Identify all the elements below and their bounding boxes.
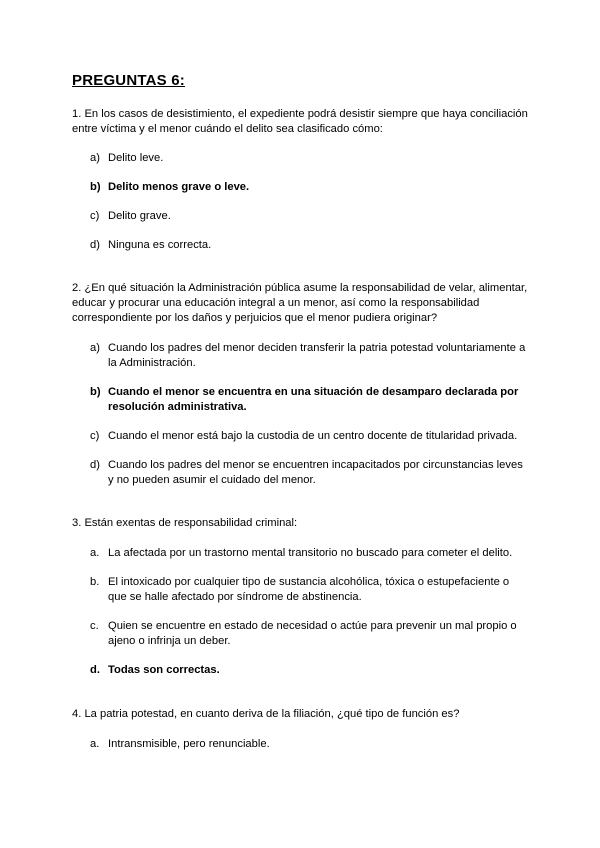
question-4-option-a: [90, 737, 530, 752]
option-letter: c): [90, 210, 100, 222]
question-3-option-c: [90, 619, 530, 649]
option-text: Ninguna es correcta.: [108, 239, 212, 251]
option-text: Cuando los padres del menor deciden transferir la patria potestad voluntariamente a la Administración.: [108, 342, 526, 369]
question-2-option-c: [90, 429, 530, 444]
question-2-option-d: [90, 458, 530, 488]
question-3-text: 3. Están exentas de responsabilidad criminal:: [72, 517, 298, 529]
question-1-option-b: [90, 180, 530, 195]
question-2-option-a: [90, 341, 530, 371]
option-text: Intransmisible, pero renunciable.: [108, 738, 270, 750]
option-letter: b.: [90, 576, 100, 588]
option-text: Todas son correctas.: [108, 664, 220, 676]
option-text: Delito grave.: [108, 210, 171, 222]
option-text: Cuando el menor se encuentra en una situación de desamparo declarada por resolución administrativa.: [108, 386, 519, 413]
question-3-option-a: [90, 546, 530, 561]
option-text: Cuando el menor está bajo la custodia de un centro docente de titularidad privada.: [108, 430, 518, 442]
option-letter: a): [90, 342, 100, 354]
option-text: Delito menos grave o leve.: [108, 181, 250, 193]
page-title: PREGUNTAS 6:: [72, 72, 185, 89]
option-letter: d): [90, 459, 100, 471]
option-letter: d): [90, 239, 100, 251]
question-4-text: 4. La patria potestad, en cuanto deriva de la filiación, ¿qué tipo de función es?: [72, 708, 460, 720]
option-letter: c): [90, 430, 100, 442]
option-letter: b): [90, 181, 101, 193]
option-letter: a.: [90, 738, 100, 750]
option-text: La afectada por un trastorno mental transitorio no buscado para cometer el delito.: [108, 547, 513, 559]
option-text: Delito leve.: [108, 152, 164, 164]
question-3-option-b: [90, 575, 530, 605]
option-text: Cuando los padres del menor se encuentren incapacitados por circunstancias leves y no pueden asumir el cuidado del menor.: [108, 459, 523, 486]
question-3-option-d: [90, 663, 530, 678]
option-letter: b): [90, 386, 101, 398]
question-1-text: 1. En los casos de desistimiento, el expediente podrá desistir siempre que haya conciliación entre víctima y el menor cuándo el delito sea clasificado cómo:: [72, 108, 528, 135]
option-text: El intoxicado por cualquier tipo de sustancia alcohólica, tóxica o estupefaciente o que se halle afectado por síndrome de abstinencia.: [108, 576, 510, 603]
option-letter: a): [90, 152, 100, 164]
option-text: Quien se encuentre en estado de necesidad o actúe para prevenir un mal propio o ajeno o infrinja un deber.: [108, 620, 517, 647]
option-letter: c.: [90, 620, 99, 632]
option-letter: a.: [90, 547, 100, 559]
option-letter: d.: [90, 664, 100, 676]
question-2-text: 2. ¿En qué situación la Administración pública asume la responsabilidad de velar, alimentar, educar y procurar una educación integral a un menor, así como la responsabilidad correspondiente por los daños y perjuicios que el menor pudiera originar?: [72, 282, 528, 324]
question-1-option-d: [90, 238, 530, 253]
question-2-option-b: [90, 385, 530, 415]
question-1-option-a: [90, 151, 530, 166]
question-1-option-c: [90, 209, 530, 224]
